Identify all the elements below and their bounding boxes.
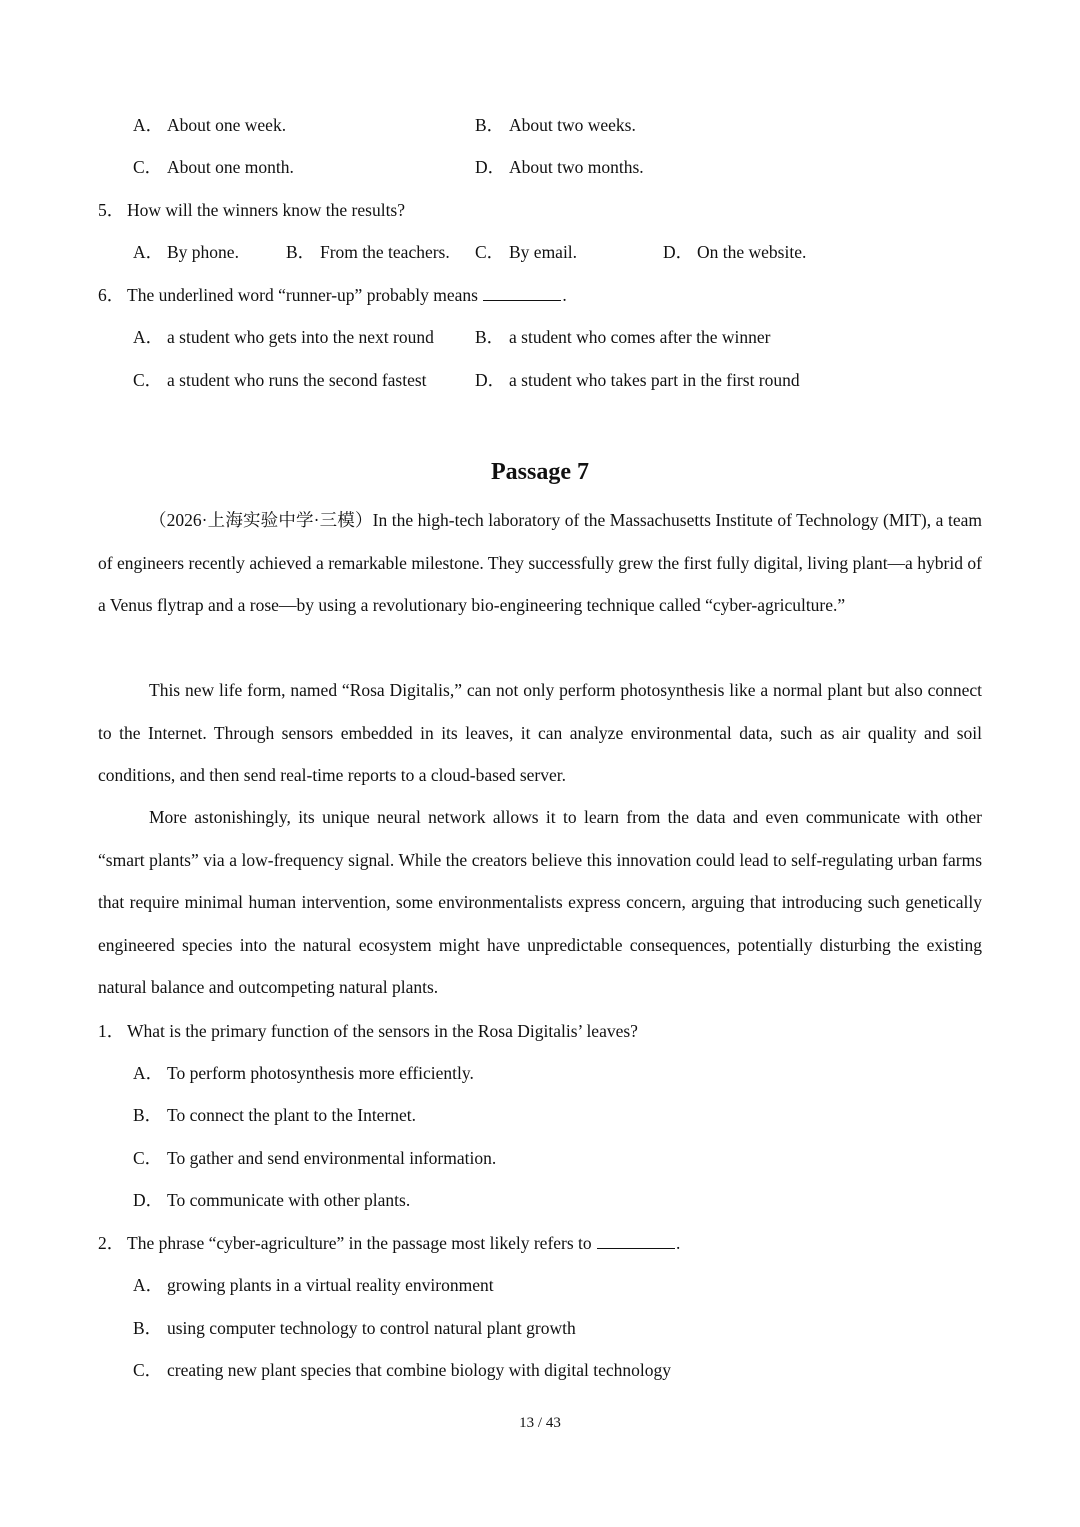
option-label: C． xyxy=(133,370,163,390)
prev-q6-option-c xyxy=(133,369,427,391)
option-text: About two weeks. xyxy=(509,115,636,135)
option-text: To communicate with other plants. xyxy=(167,1190,411,1210)
option-label: B． xyxy=(475,115,505,135)
question-number: 1． xyxy=(98,1021,125,1041)
question-number: 6． xyxy=(98,285,125,305)
question-text-end: . xyxy=(562,285,567,305)
option-text: a student who takes part in the first round xyxy=(509,370,800,390)
prev-q5-option-a xyxy=(133,241,239,263)
option-label: D． xyxy=(133,1190,164,1210)
prev-q6-option-a xyxy=(133,326,434,348)
option-label: D． xyxy=(663,242,694,262)
option-label: C． xyxy=(475,242,505,262)
prev-q6-option-d xyxy=(475,369,800,391)
q1-option-c xyxy=(133,1147,496,1169)
option-label: B． xyxy=(133,1318,163,1338)
q1-option-b xyxy=(133,1104,416,1126)
question-text: How will the winners know the results? xyxy=(127,200,406,220)
option-text: On the website. xyxy=(697,242,807,262)
option-text: To connect the plant to the Internet. xyxy=(167,1105,417,1125)
prev-q4-option-b xyxy=(475,114,636,136)
passage-paragraph-1: （2026·上海实验中学·三模）In the high-tech laboratory of the Massachusetts Institute of Technology (MIT), a team of engineers recently achieved a remarkable milestone. They successfully grew the first fully digital, living plant—a hybrid of a Venus flytrap and a rose—by using a revolutionary bio-engineering technique called “cyber-agriculture.” xyxy=(98,510,982,615)
option-text: To gather and send environmental information. xyxy=(167,1148,497,1168)
question-text: The phrase “cyber-agriculture” in the passage most likely refers to xyxy=(127,1233,597,1253)
option-label: B． xyxy=(133,1105,163,1125)
option-label: B． xyxy=(475,327,505,347)
option-text: creating new plant species that combine biology with digital technology xyxy=(167,1360,671,1380)
option-text: To perform photosynthesis more efficiently. xyxy=(167,1063,474,1083)
option-label: A． xyxy=(133,1275,164,1295)
passage-paragraph-3: More astonishingly, its unique neural network allows it to learn from the data and even communicate with other “smart plants” via a low-frequency signal. While the creators believe this innovation could lead to self-regulating urban farms that require minimal human intervention, some environmentalists express concern, arguing that introducing such genetically engineered species into the natural ecosystem might have unpredictable consequences, potentially disturbing the existing natural balance and outcompeting natural plants. xyxy=(98,807,982,997)
prev-q4-option-a xyxy=(133,114,286,136)
option-text: a student who runs the second fastest xyxy=(167,370,427,390)
question-number: 2． xyxy=(98,1233,125,1253)
passage-title: Passage 7 xyxy=(491,459,589,485)
option-text: By phone. xyxy=(167,242,239,262)
option-text: About two months. xyxy=(509,157,644,177)
prev-q6-option-b xyxy=(475,326,770,348)
option-label: B． xyxy=(286,242,316,262)
option-label: C． xyxy=(133,157,163,177)
q1-option-a xyxy=(133,1062,474,1084)
option-text: About one week. xyxy=(167,115,287,135)
question-text-end: . xyxy=(676,1233,681,1253)
option-text: By email. xyxy=(509,242,578,262)
page-number: 13 / 43 xyxy=(519,1415,561,1431)
answer-blank xyxy=(597,1232,675,1249)
prev-q5-stem xyxy=(98,199,405,221)
q1-stem xyxy=(98,1020,638,1042)
q1-option-d xyxy=(133,1189,410,1211)
option-label: C． xyxy=(133,1360,163,1380)
option-text: growing plants in a virtual reality environment xyxy=(167,1275,494,1295)
option-label: A． xyxy=(133,327,164,347)
option-text: About one month. xyxy=(167,157,294,177)
option-text: using computer technology to control natural plant growth xyxy=(167,1318,576,1338)
option-label: D． xyxy=(475,370,506,390)
q2-option-b xyxy=(133,1317,576,1339)
q2-stem xyxy=(98,1232,680,1254)
prev-q5-option-b xyxy=(286,241,450,263)
question-text: The underlined word “runner-up” probably means xyxy=(127,285,483,305)
option-label: D． xyxy=(475,157,506,177)
option-text: From the teachers. xyxy=(320,242,450,262)
question-text: What is the primary function of the sensors in the Rosa Digitalis’ leaves? xyxy=(127,1021,638,1041)
option-text: a student who gets into the next round xyxy=(167,327,434,347)
prev-q5-option-d xyxy=(663,241,806,263)
prev-q5-option-c xyxy=(475,241,577,263)
answer-blank xyxy=(483,284,561,301)
prev-q4-option-d xyxy=(475,156,644,178)
question-number: 5． xyxy=(98,200,125,220)
option-label: A． xyxy=(133,1063,164,1083)
option-label: A． xyxy=(133,115,164,135)
prev-q6-stem xyxy=(98,284,567,306)
passage-paragraph-2: This new life form, named “Rosa Digitalis,” can not only perform photosynthesis like a normal plant but also connect to the Internet. Through sensors embedded in its leaves, it can analyze environmental data, such as air quality and soil conditions, and then send real-time reports to a cloud-based server. xyxy=(98,680,982,785)
prev-q4-option-c xyxy=(133,156,294,178)
q2-option-a xyxy=(133,1274,494,1296)
option-text: a student who comes after the winner xyxy=(509,327,771,347)
option-label: C． xyxy=(133,1148,163,1168)
option-label: A． xyxy=(133,242,164,262)
q2-option-c xyxy=(133,1359,671,1381)
